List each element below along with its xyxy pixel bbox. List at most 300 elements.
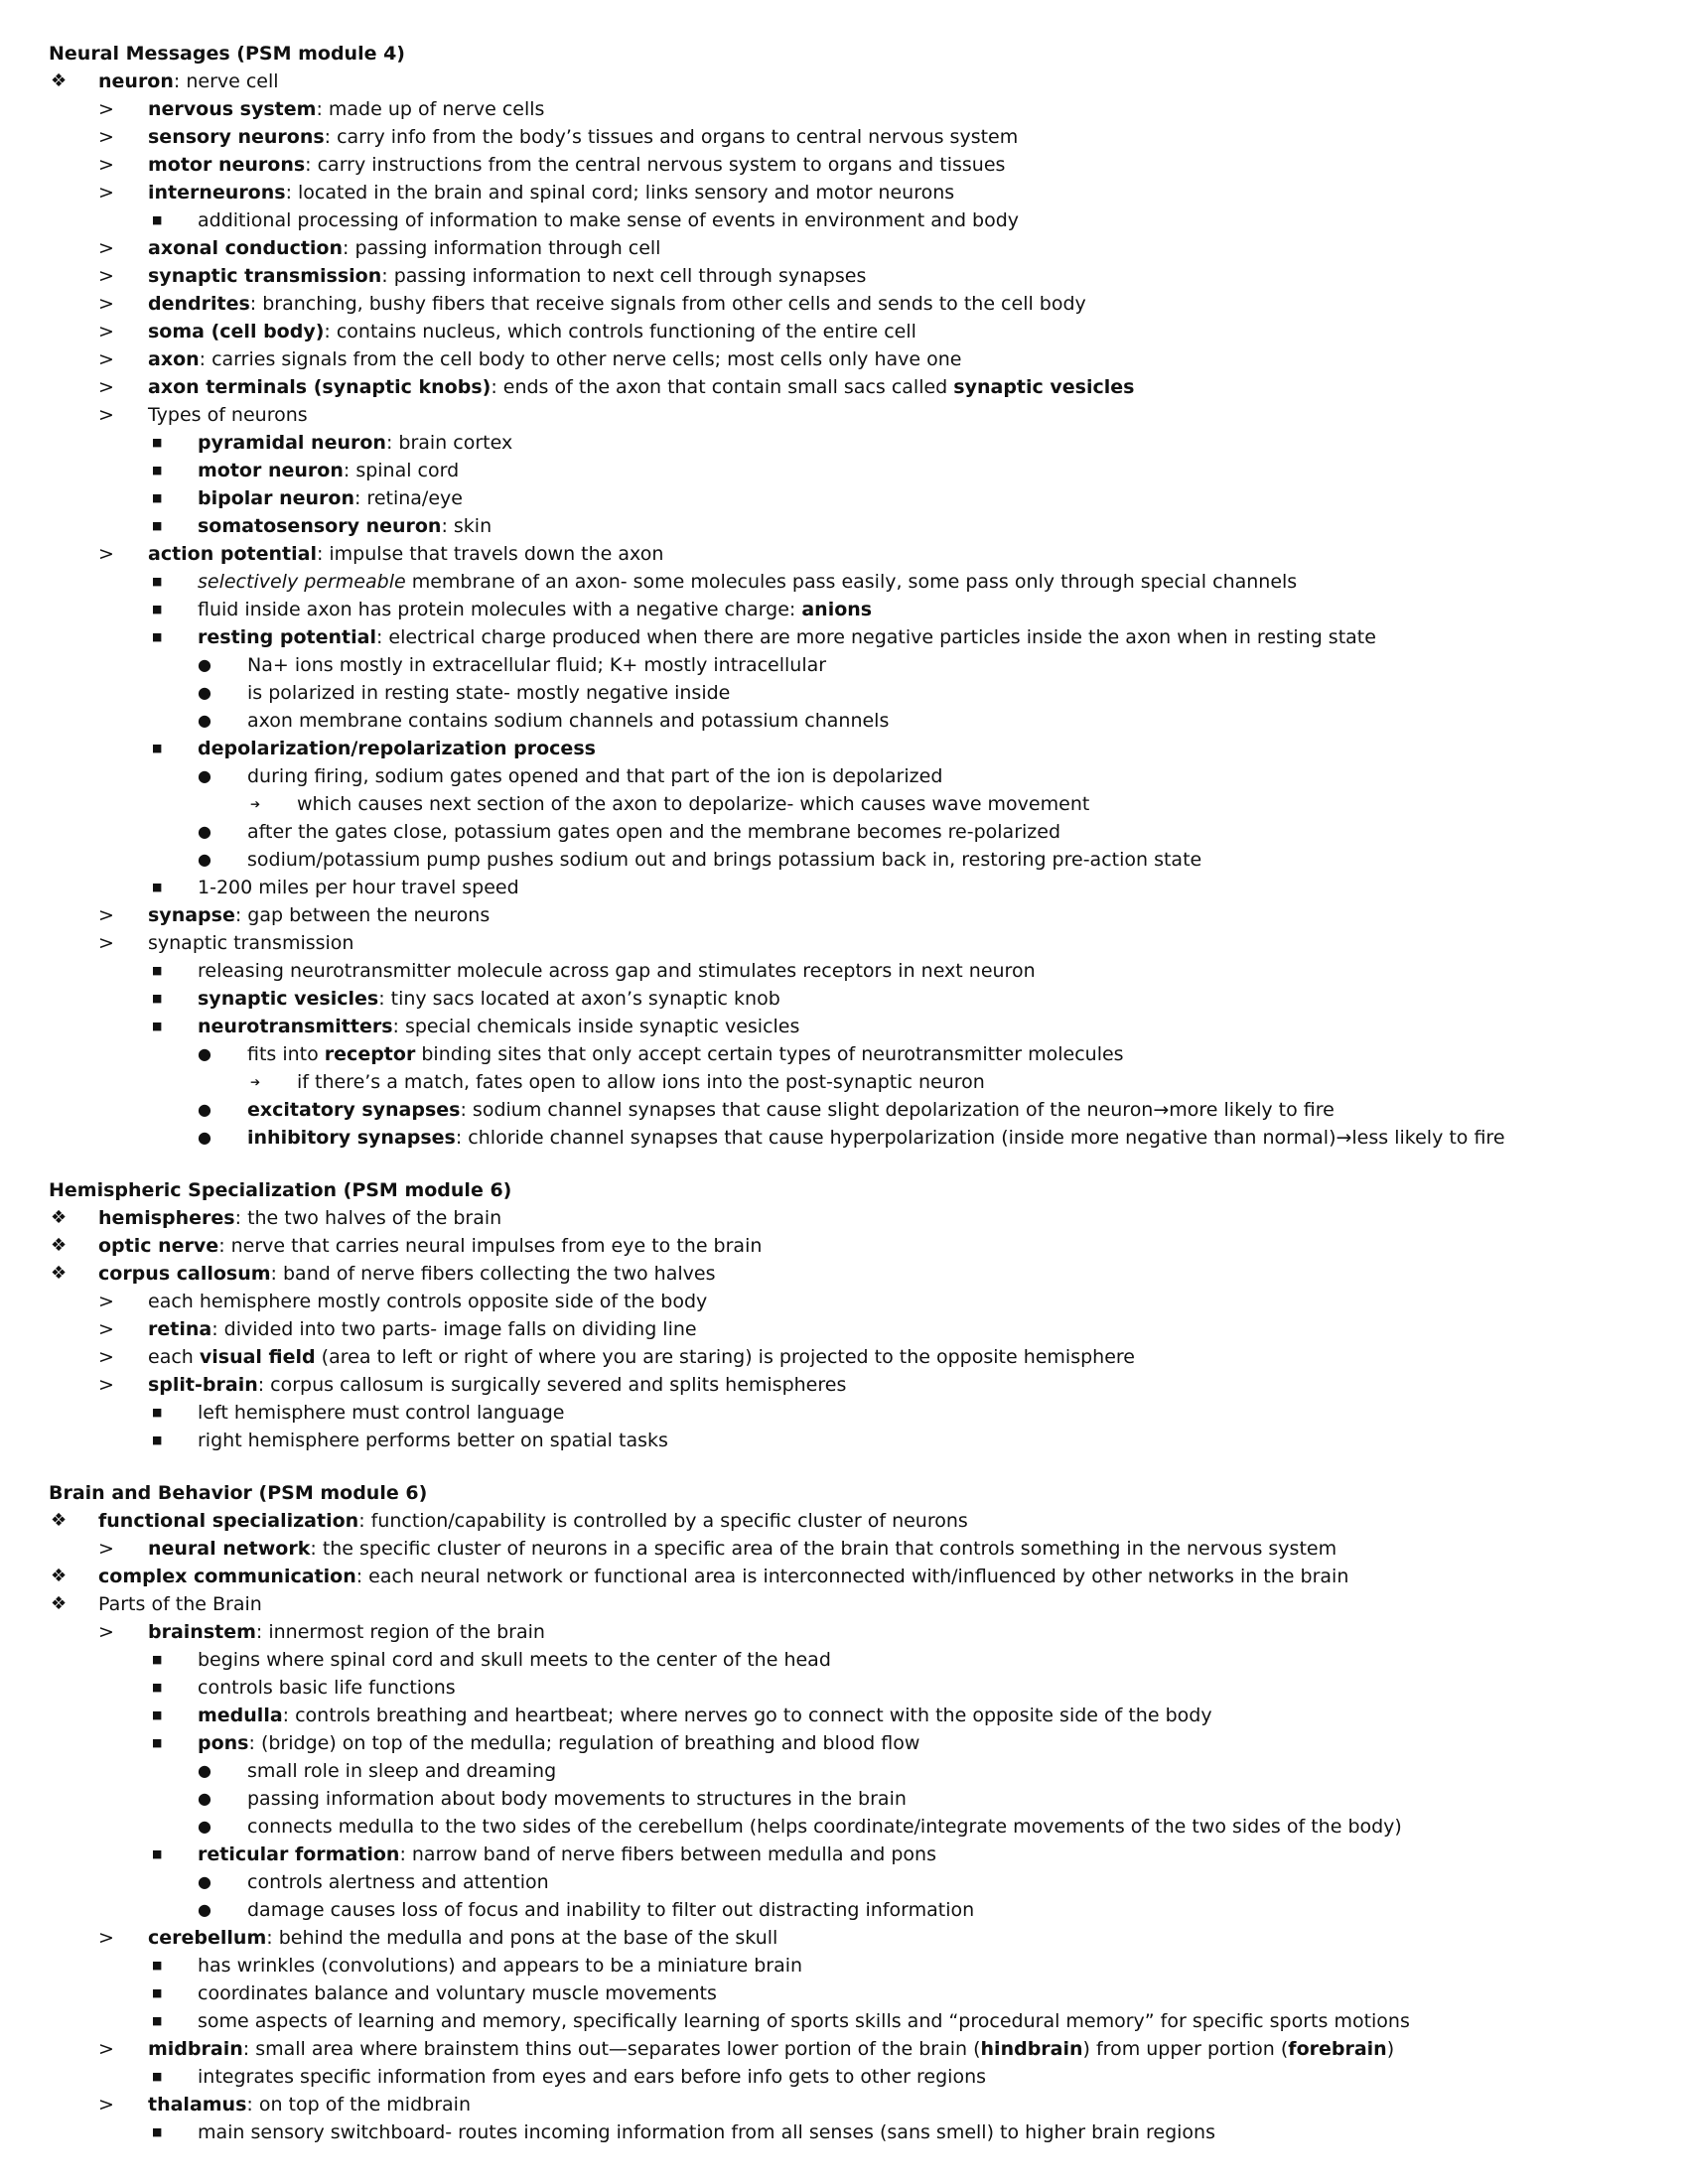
list-item xyxy=(49,1535,1657,1563)
dot-bullet-icon: ● xyxy=(198,1100,211,1119)
arrow-bullet-icon: > xyxy=(98,321,114,342)
list-item-text xyxy=(198,874,519,901)
list-item-text xyxy=(247,846,1201,874)
text-run: : brain cortex xyxy=(385,432,513,454)
list-item-text xyxy=(247,1896,974,1924)
bold-term: forebrain xyxy=(1288,2038,1387,2060)
bold-term: synaptic vesicles xyxy=(953,376,1135,398)
bold-term: soma (cell body) xyxy=(148,321,325,342)
bold-term: cerebellum xyxy=(148,1927,267,1949)
text-run: : branching, bushy fibers that receive signals from other cells and sends to the cell body xyxy=(249,293,1086,315)
bold-term: inhibitory synapses xyxy=(247,1127,456,1149)
arrow-bullet-icon: > xyxy=(98,2038,114,2060)
list-item xyxy=(49,1204,1657,1232)
text-run: is polarized in resting state- mostly negative inside xyxy=(247,682,731,704)
text-run: : electrical charge produced when there are more negative particles inside the axon when in resting state xyxy=(375,626,1376,648)
list-item xyxy=(49,1590,1657,1618)
list-item-text xyxy=(98,1507,968,1535)
arrow-bullet-icon: > xyxy=(98,376,114,398)
list-item xyxy=(49,2007,1657,2035)
list-item xyxy=(49,262,1657,290)
square-bullet-icon: ■ xyxy=(152,1681,163,1694)
list-item xyxy=(49,1260,1657,1288)
bold-term: reticular formation xyxy=(198,1843,400,1865)
list-item xyxy=(49,457,1657,484)
text-run: begins where spinal cord and skull meets to the center of the head xyxy=(198,1649,831,1671)
text-run: main sensory switchboard- routes incoming information from all senses (sans smell) to higher brain regions xyxy=(198,2121,1215,2143)
list-item xyxy=(49,1232,1657,1260)
text-run: : sodium channel synapses that cause slight depolarization of the neuron→more likely to fire xyxy=(460,1099,1335,1121)
arrow-bullet-icon: > xyxy=(98,904,114,926)
dot-bullet-icon: ● xyxy=(198,850,211,869)
list-item xyxy=(49,1040,1657,1068)
arrow-bullet-icon: > xyxy=(98,154,114,176)
arrow-bullet-icon: > xyxy=(98,1318,114,1340)
bold-term: excitatory synapses xyxy=(247,1099,461,1121)
square-bullet-icon: ■ xyxy=(152,519,163,532)
list-item-text xyxy=(98,1232,762,1260)
list-item xyxy=(49,846,1657,874)
bold-term: midbrain xyxy=(148,2038,243,2060)
text-run: sodium/potassium pump pushes sodium out and brings potassium back in, restoring pre-action state xyxy=(247,849,1202,871)
arrow-bullet-icon: > xyxy=(98,1291,114,1312)
list-item-text xyxy=(198,1427,668,1454)
list-item-text xyxy=(148,318,916,345)
section-heading: Brain and Behavior (PSM module 6) xyxy=(49,1482,428,1504)
list-item xyxy=(49,929,1657,957)
bold-term: neural network xyxy=(148,1538,311,1560)
bold-term: motor neurons xyxy=(148,154,306,176)
bold-term: brainstem xyxy=(148,1621,256,1643)
list-item xyxy=(49,1399,1657,1427)
list-item-text xyxy=(198,512,492,540)
list-item xyxy=(49,596,1657,623)
square-bullet-icon: ■ xyxy=(152,630,163,643)
dot-bullet-icon: ● xyxy=(198,1761,211,1780)
arrow-bullet-icon: > xyxy=(98,1346,114,1368)
bold-term: action potential xyxy=(148,543,317,565)
list-item xyxy=(49,957,1657,985)
list-item xyxy=(49,540,1657,568)
list-item-text xyxy=(247,1868,549,1896)
list-item-text xyxy=(247,762,942,790)
dot-bullet-icon: ● xyxy=(198,766,211,785)
list-item xyxy=(49,179,1657,206)
bold-term: functional specialization xyxy=(98,1510,359,1532)
bold-term: retina xyxy=(148,1318,212,1340)
arrow-bullet-icon: > xyxy=(98,265,114,287)
list-item-text xyxy=(198,1399,564,1427)
list-item xyxy=(49,1896,1657,1924)
italic-term: selectively permeable xyxy=(198,571,406,593)
text-run: : passing information through cell xyxy=(343,237,661,259)
arrow-bullet-icon: > xyxy=(98,543,114,565)
bold-term: axonal conduction xyxy=(148,237,344,259)
square-bullet-icon: ■ xyxy=(152,491,163,504)
list-item-text xyxy=(198,2063,986,2091)
bold-term: hemispheres xyxy=(98,1207,235,1229)
text-run: ) xyxy=(1386,2038,1395,2060)
list-item xyxy=(49,1979,1657,2007)
text-run: which causes next section of the axon to depolarize- which causes wave movement xyxy=(297,793,1090,815)
bold-term: depolarization/repolarization process xyxy=(198,738,596,759)
text-run: some aspects of learning and memory, specifically learning of sports skills and “procedural memory” for specific sports motions xyxy=(198,2010,1410,2032)
square-bullet-icon: ■ xyxy=(152,1847,163,1860)
list-item-text xyxy=(198,2118,1215,2146)
text-run: (area to left or right of where you are staring) is projected to the opposite hemisphere xyxy=(315,1346,1135,1368)
list-item-text xyxy=(198,1952,802,1979)
list-item xyxy=(49,985,1657,1013)
list-item-text xyxy=(247,1757,556,1785)
square-bullet-icon: ■ xyxy=(152,1959,163,1972)
arrow-bullet-icon: > xyxy=(98,1538,114,1560)
text-run: : retina/eye xyxy=(353,487,463,509)
list-item-text xyxy=(148,290,1086,318)
diamond-bullet-icon: ❖ xyxy=(51,1510,68,1531)
bold-term: motor neuron xyxy=(198,460,344,481)
text-run: Types of neurons xyxy=(148,404,308,426)
text-run: : ends of the axon that contain small sacs called xyxy=(491,376,954,398)
list-item-text xyxy=(198,985,780,1013)
bold-term: corpus callosum xyxy=(98,1263,271,1285)
square-bullet-icon: ■ xyxy=(152,2070,163,2083)
list-item xyxy=(49,68,1657,95)
list-item xyxy=(49,1813,1657,1841)
text-run: : each neural network or functional area is interconnected with/influenced by other networks in the brain xyxy=(355,1566,1349,1587)
section-gap xyxy=(49,1152,1657,1176)
bold-term: resting potential xyxy=(198,626,376,648)
list-item xyxy=(49,1785,1657,1813)
list-item xyxy=(49,1371,1657,1399)
list-item-text xyxy=(148,179,954,206)
list-item-text xyxy=(148,1924,777,1952)
list-item-text xyxy=(148,901,490,929)
bold-term: split-brain xyxy=(148,1374,258,1396)
arrow-bullet-icon: > xyxy=(98,98,114,120)
text-run: left hemisphere must control language xyxy=(198,1402,565,1424)
text-run: : located in the brain and spinal cord; links sensory and motor neurons xyxy=(285,182,955,204)
square-bullet-icon: ■ xyxy=(152,2014,163,2027)
text-run: : band of nerve fibers collecting the two halves xyxy=(270,1263,716,1285)
dot-bullet-icon: ● xyxy=(198,1044,211,1063)
text-run: : the specific cluster of neurons in a specific area of the brain that controls something in the nervous system xyxy=(310,1538,1337,1560)
list-item-text xyxy=(148,95,544,123)
list-item xyxy=(49,2035,1657,2063)
list-item xyxy=(49,1096,1657,1124)
list-item xyxy=(49,2091,1657,2118)
dot-bullet-icon: ● xyxy=(198,1789,211,1808)
square-bullet-icon: ■ xyxy=(152,742,163,754)
text-run: during firing, sodium gates opened and that part of the ion is depolarized xyxy=(247,765,943,787)
list-item-text xyxy=(198,623,1376,651)
arrow-bullet-icon: > xyxy=(98,293,114,315)
list-item xyxy=(49,1924,1657,1952)
text-run: binding sites that only accept certain types of neurotransmitter molecules xyxy=(415,1043,1124,1065)
list-item-text xyxy=(198,568,1297,596)
bold-term: neurotransmitters xyxy=(198,1016,393,1037)
list-item-text xyxy=(148,1288,707,1315)
text-run: : chloride channel synapses that cause hyperpolarization (inside more negative than normal)→less likely to fire xyxy=(455,1127,1505,1149)
text-run: if there’s a match, fates open to allow ions into the post-synaptic neuron xyxy=(297,1071,985,1093)
text-run: controls alertness and attention xyxy=(247,1871,549,1893)
square-bullet-icon: ■ xyxy=(152,1708,163,1721)
list-item xyxy=(49,512,1657,540)
list-item-text xyxy=(98,1260,715,1288)
list-item-text xyxy=(198,1646,831,1674)
list-item xyxy=(49,568,1657,596)
list-item xyxy=(49,762,1657,790)
text-run: : behind the medulla and pons at the base of the skull xyxy=(266,1927,778,1949)
section-heading: Hemispheric Specialization (PSM module 6) xyxy=(49,1179,512,1201)
text-run: small role in sleep and dreaming xyxy=(247,1760,557,1782)
bold-term: complex communication xyxy=(98,1566,356,1587)
list-item-text xyxy=(247,1040,1124,1068)
list-item xyxy=(49,1013,1657,1040)
bold-term: anions xyxy=(801,599,873,620)
arrow-bullet-icon: > xyxy=(98,126,114,148)
square-bullet-icon: ■ xyxy=(152,2125,163,2138)
arrowhead-bullet-icon: ➔ xyxy=(250,797,261,811)
list-item-text xyxy=(148,373,1134,401)
text-run: : impulse that travels down the axon xyxy=(316,543,664,565)
bold-term: bipolar neuron xyxy=(198,487,354,509)
text-run: coordinates balance and voluntary muscle movements xyxy=(198,1982,717,2004)
document-page xyxy=(49,40,1657,2146)
list-item-text xyxy=(148,2035,1394,2063)
list-item-text xyxy=(247,1785,907,1813)
text-run: : skin xyxy=(441,515,492,537)
bold-term: thalamus xyxy=(148,2094,247,2116)
list-item-text xyxy=(247,1096,1335,1124)
bold-term: axon terminals (synaptic knobs) xyxy=(148,376,492,398)
list-item xyxy=(49,1674,1657,1702)
list-item xyxy=(49,651,1657,679)
text-run: Na+ ions mostly in extracellular fluid; K+ mostly intracellular xyxy=(247,654,827,676)
text-run: passing information about body movements to structures in the brain xyxy=(247,1788,907,1810)
list-item xyxy=(49,707,1657,735)
list-item-text xyxy=(98,68,279,95)
dot-bullet-icon: ● xyxy=(198,1872,211,1891)
text-run: fluid inside axon has protein molecules with a negative charge: xyxy=(198,599,802,620)
list-item-text xyxy=(148,234,660,262)
diamond-bullet-icon: ❖ xyxy=(51,70,68,91)
list-item xyxy=(49,1757,1657,1785)
list-item xyxy=(49,1343,1657,1371)
dot-bullet-icon: ● xyxy=(198,1128,211,1147)
list-item xyxy=(49,735,1657,762)
list-item-text xyxy=(247,679,730,707)
text-run: axon membrane contains sodium channels and potassium channels xyxy=(247,710,890,732)
dot-bullet-icon: ● xyxy=(198,711,211,730)
list-item xyxy=(49,484,1657,512)
list-item xyxy=(49,318,1657,345)
list-item-text xyxy=(198,429,512,457)
square-bullet-icon: ■ xyxy=(152,603,163,615)
dot-bullet-icon: ● xyxy=(198,1900,211,1919)
text-run: : gap between the neurons xyxy=(234,904,491,926)
text-run: : the two halves of the brain xyxy=(234,1207,502,1229)
diamond-bullet-icon: ❖ xyxy=(51,1235,68,1256)
text-run: : narrow band of nerve fibers between medulla and pons xyxy=(399,1843,936,1865)
square-bullet-icon: ■ xyxy=(152,1986,163,1999)
list-item xyxy=(49,1841,1657,1868)
text-run: : on top of the midbrain xyxy=(246,2094,471,2116)
list-item xyxy=(49,290,1657,318)
text-run: releasing neurotransmitter molecule across gap and stimulates receptors in next neuron xyxy=(198,960,1036,982)
text-run: has wrinkles (convolutions) and appears to be a miniature brain xyxy=(198,1955,803,1977)
square-bullet-icon: ■ xyxy=(152,213,163,226)
list-item xyxy=(49,206,1657,234)
square-bullet-icon: ■ xyxy=(152,881,163,893)
list-item-text xyxy=(198,484,463,512)
text-run: synaptic transmission xyxy=(148,932,354,954)
bold-term: optic nerve xyxy=(98,1235,219,1257)
list-item-text xyxy=(148,123,1018,151)
bold-term: hindbrain xyxy=(980,2038,1083,2060)
list-item-text xyxy=(247,651,826,679)
text-run: each xyxy=(148,1346,200,1368)
list-item xyxy=(49,790,1657,818)
list-item-text xyxy=(198,1702,1212,1729)
text-run: : (bridge) on top of the medulla; regulation of breathing and blood flow xyxy=(248,1732,920,1754)
list-item xyxy=(49,123,1657,151)
list-item xyxy=(49,95,1657,123)
text-run: : function/capability is controlled by a specific cluster of neurons xyxy=(358,1510,968,1532)
list-item-text xyxy=(98,1590,262,1618)
list-item xyxy=(49,679,1657,707)
arrow-bullet-icon: > xyxy=(98,348,114,370)
list-item-text xyxy=(198,1979,717,2007)
square-bullet-icon: ■ xyxy=(152,1406,163,1419)
arrowhead-bullet-icon: ➔ xyxy=(250,1075,261,1089)
arrow-bullet-icon: > xyxy=(98,2094,114,2116)
text-run: each hemisphere mostly controls opposite side of the body xyxy=(148,1291,708,1312)
dot-bullet-icon: ● xyxy=(198,655,211,674)
list-item-text xyxy=(198,457,459,484)
list-item xyxy=(49,874,1657,901)
square-bullet-icon: ■ xyxy=(152,992,163,1005)
list-item xyxy=(49,1507,1657,1535)
text-run: : carry instructions from the central nervous system to organs and tissues xyxy=(305,154,1006,176)
list-item-text xyxy=(198,1013,799,1040)
list-item-text xyxy=(148,151,1005,179)
square-bullet-icon: ■ xyxy=(152,464,163,477)
text-run: : small area where brainstem thins out—separates lower portion of the brain ( xyxy=(242,2038,981,2060)
square-bullet-icon: ■ xyxy=(152,1736,163,1749)
list-item xyxy=(49,1729,1657,1757)
list-item-text xyxy=(148,262,866,290)
text-run: additional processing of information to make sense of events in environment and body xyxy=(198,209,1020,231)
list-item-text xyxy=(247,1124,1505,1152)
list-item-text xyxy=(148,401,308,429)
text-run: : controls breathing and heartbeat; where nerves go to connect with the opposite side of the body xyxy=(282,1705,1212,1726)
text-run: : carries signals from the cell body to other nerve cells; most cells only have one xyxy=(199,348,962,370)
list-item xyxy=(49,1646,1657,1674)
list-item xyxy=(49,623,1657,651)
text-run: membrane of an axon- some molecules pass easily, some pass only through special channels xyxy=(405,571,1298,593)
diamond-bullet-icon: ❖ xyxy=(51,1207,68,1228)
bold-term: pyramidal neuron xyxy=(198,432,386,454)
list-item-text xyxy=(198,206,1019,234)
text-run: fits into xyxy=(247,1043,325,1065)
square-bullet-icon: ■ xyxy=(152,1020,163,1032)
list-item xyxy=(49,1124,1657,1152)
bold-term: interneurons xyxy=(148,182,286,204)
bold-term: sensory neurons xyxy=(148,126,325,148)
text-run: : corpus callosum is surgically severed and splits hemispheres xyxy=(257,1374,847,1396)
bold-term: nervous system xyxy=(148,98,317,120)
list-item-text xyxy=(198,957,1036,985)
list-item-text xyxy=(148,1315,697,1343)
text-run: : special chemicals inside synaptic vesicles xyxy=(392,1016,800,1037)
list-item-text xyxy=(148,2091,471,2118)
bold-term: receptor xyxy=(324,1043,416,1065)
arrow-bullet-icon: > xyxy=(98,932,114,954)
text-run: 1-200 miles per hour travel speed xyxy=(198,877,519,898)
list-item-text xyxy=(98,1204,501,1232)
list-item xyxy=(49,1563,1657,1590)
section-heading: Neural Messages (PSM module 4) xyxy=(49,43,405,65)
list-item xyxy=(49,1315,1657,1343)
list-item xyxy=(49,1288,1657,1315)
list-item xyxy=(49,2118,1657,2146)
list-item-text xyxy=(247,1813,1402,1841)
list-item-text xyxy=(198,1841,936,1868)
bold-term: dendrites xyxy=(148,293,250,315)
dot-bullet-icon: ● xyxy=(198,1817,211,1836)
text-run: after the gates close, potassium gates open and the membrane becomes re-polarized xyxy=(247,821,1061,843)
list-item-text xyxy=(148,540,663,568)
square-bullet-icon: ■ xyxy=(152,1433,163,1446)
section-gap xyxy=(49,1454,1657,1479)
arrow-bullet-icon: > xyxy=(98,237,114,259)
list-item xyxy=(49,1702,1657,1729)
bold-term: synaptic vesicles xyxy=(198,988,379,1010)
list-item xyxy=(49,345,1657,373)
text-run: damage causes loss of focus and inability to filter out distracting information xyxy=(247,1899,975,1921)
bold-term: synapse xyxy=(148,904,235,926)
text-run: right hemisphere performs better on spatial tasks xyxy=(198,1430,668,1451)
arrow-bullet-icon: > xyxy=(98,1374,114,1396)
arrow-bullet-icon: > xyxy=(98,1621,114,1643)
arrow-bullet-icon: > xyxy=(98,182,114,204)
list-item-text xyxy=(297,1068,985,1096)
text-run: : carry info from the body’s tissues and organs to central nervous system xyxy=(324,126,1019,148)
arrow-bullet-icon: > xyxy=(98,404,114,426)
square-bullet-icon: ■ xyxy=(152,575,163,588)
text-run: Parts of the Brain xyxy=(98,1593,262,1615)
list-item-text xyxy=(98,1563,1348,1590)
text-run: : contains nucleus, which controls functioning of the entire cell xyxy=(324,321,916,342)
list-item xyxy=(49,234,1657,262)
list-item-text xyxy=(198,1729,919,1757)
list-item xyxy=(49,1952,1657,1979)
square-bullet-icon: ■ xyxy=(152,1653,163,1666)
list-item-text xyxy=(198,2007,1410,2035)
list-item xyxy=(49,1068,1657,1096)
list-item-text xyxy=(297,790,1089,818)
list-item xyxy=(49,151,1657,179)
list-item-text xyxy=(247,818,1060,846)
bold-term: visual field xyxy=(199,1346,316,1368)
list-item xyxy=(49,901,1657,929)
diamond-bullet-icon: ❖ xyxy=(51,1566,68,1586)
list-item-text xyxy=(148,345,961,373)
list-item-text xyxy=(247,707,889,735)
diamond-bullet-icon: ❖ xyxy=(51,1593,68,1614)
list-item xyxy=(49,429,1657,457)
list-item-text xyxy=(148,1535,1336,1563)
